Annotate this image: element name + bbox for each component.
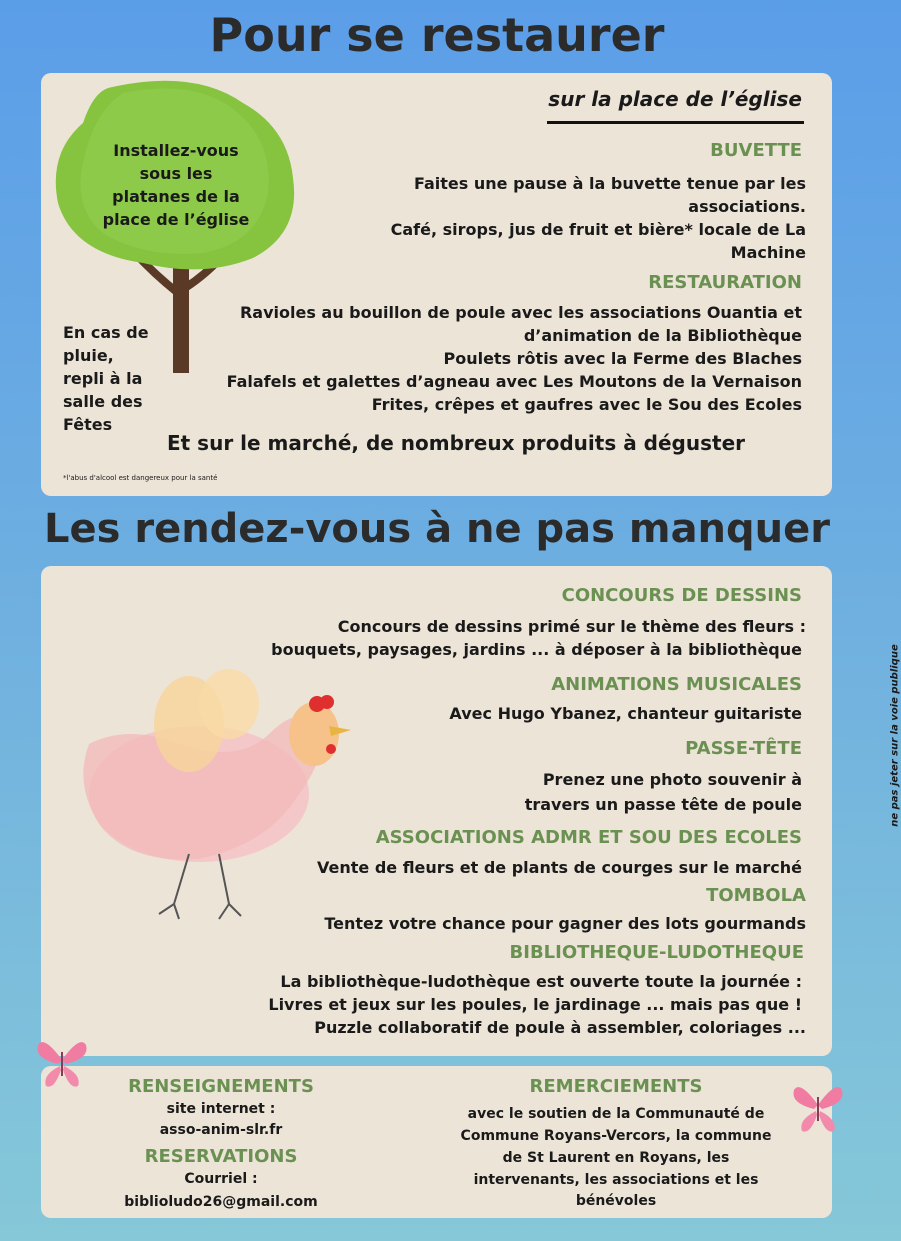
remerciements-line-1: avec le soutien de la Communauté de bbox=[467, 1106, 765, 1122]
page-title-rendez-vous: Les rendez-vous à ne pas manquer bbox=[43, 506, 830, 552]
bibliotheque-line-2: Livres et jeux sur les poules, le jardinage ... mais pas que ! bbox=[268, 995, 802, 1014]
associations-line-1: Vente de fleurs et de plants de courges sur le marché bbox=[317, 858, 802, 877]
buvette-heading: BUVETTE bbox=[710, 140, 802, 161]
rendez-vous-panel bbox=[41, 566, 832, 1056]
bibliotheque-line-1: La bibliothèque-ludothèque est ouverte toute la journée : bbox=[280, 972, 802, 991]
concours-heading: CONCOURS DE DESSINS bbox=[561, 585, 802, 606]
footer-panel bbox=[41, 1066, 832, 1218]
buvette-line-2: Café, sirops, jus de fruit et bière* locale de La Machine bbox=[390, 220, 806, 262]
remerciements-line-3: de St Laurent en Royans, les bbox=[502, 1150, 730, 1166]
restauration-heading: RESTAURATION bbox=[648, 272, 802, 293]
passe-tete-heading: PASSE-TÊTE bbox=[685, 738, 802, 759]
subtitle-underline bbox=[547, 121, 804, 124]
renseignements-line-2: asso-anim-slr.fr bbox=[159, 1122, 283, 1138]
animations-line-1: Avec Hugo Ybanez, chanteur guitariste bbox=[449, 704, 802, 723]
remerciements-line-4: intervenants, les associations et les bbox=[473, 1172, 759, 1188]
buvette-line-1: Faites une pause à la buvette tenue par les associations. bbox=[414, 174, 806, 216]
reservations-line-1: Courriel : bbox=[184, 1171, 258, 1187]
restaurer-panel bbox=[41, 73, 832, 496]
restauration-line-3: Poulets rôtis avec la Ferme des Blaches bbox=[443, 349, 802, 368]
bibliotheque-heading: BIBLIOTHEQUE-LUDOTHEQUE bbox=[509, 942, 804, 963]
butterfly-left-icon bbox=[34, 1030, 90, 1092]
butterfly-right-icon bbox=[790, 1075, 846, 1137]
restauration-line-1: Ravioles au bouillon de poule avec les associations Ouantia et bbox=[239, 303, 802, 322]
reservations-heading: RESERVATIONS bbox=[144, 1146, 298, 1167]
associations-heading: ASSOCIATIONS ADMR ET SOU DES ECOLES bbox=[375, 827, 802, 848]
tree-text: Installez-vous sous les platanes de la place de l’église bbox=[102, 141, 250, 229]
page-title-restaurer: Pour se restaurer bbox=[209, 8, 665, 62]
animations-heading: ANIMATIONS MUSICALES bbox=[551, 674, 802, 695]
subtitle-eglise: sur la place de l’église bbox=[548, 87, 802, 111]
restauration-line-2: d’animation de la Bibliothèque bbox=[523, 326, 802, 345]
remerciements-line-5: bénévoles bbox=[575, 1193, 657, 1209]
passe-tete-line-1: Prenez une photo souvenir à bbox=[542, 770, 802, 789]
remerciements-line-2: Commune Royans-Vercors, la commune bbox=[460, 1128, 772, 1144]
renseignements-heading: RENSEIGNEMENTS bbox=[128, 1076, 314, 1097]
tombola-line-1: Tentez votre chance pour gagner des lots gourmands bbox=[324, 914, 806, 933]
bibliotheque-line-3: Puzzle collaboratif de poule à assembler, coloriages ... bbox=[314, 1018, 806, 1037]
renseignements-line-1: site internet : bbox=[166, 1101, 276, 1117]
restauration-line-5: Frites, crêpes et gaufres avec le Sou des Ecoles bbox=[371, 395, 802, 414]
concours-line-2: bouquets, paysages, jardins ... à déposer à la bibliothèque bbox=[271, 640, 802, 659]
remerciements-heading: REMERCIEMENTS bbox=[529, 1076, 703, 1097]
restauration-line-4: Falafels et galettes d’agneau avec Les Moutons de la Vernaison bbox=[226, 372, 802, 391]
passe-tete-line-2: travers un passe tête de poule bbox=[524, 795, 802, 814]
rain-text: En cas de pluie, repli à la salle des Fêtes bbox=[63, 323, 149, 434]
reservations-line-2: biblioludo26@gmail.com bbox=[124, 1194, 318, 1210]
market-text: Et sur le marché, de nombreux produits à déguster bbox=[166, 431, 745, 455]
concours-line-1: Concours de dessins primé sur le thème des fleurs : bbox=[337, 617, 806, 636]
alcohol-disclaimer: *l'abus d'alcool est dangereux pour la santé bbox=[63, 474, 218, 482]
tombola-heading: TOMBOLA bbox=[706, 885, 806, 906]
side-note: ne pas jeter sur la voie publique bbox=[889, 644, 901, 827]
